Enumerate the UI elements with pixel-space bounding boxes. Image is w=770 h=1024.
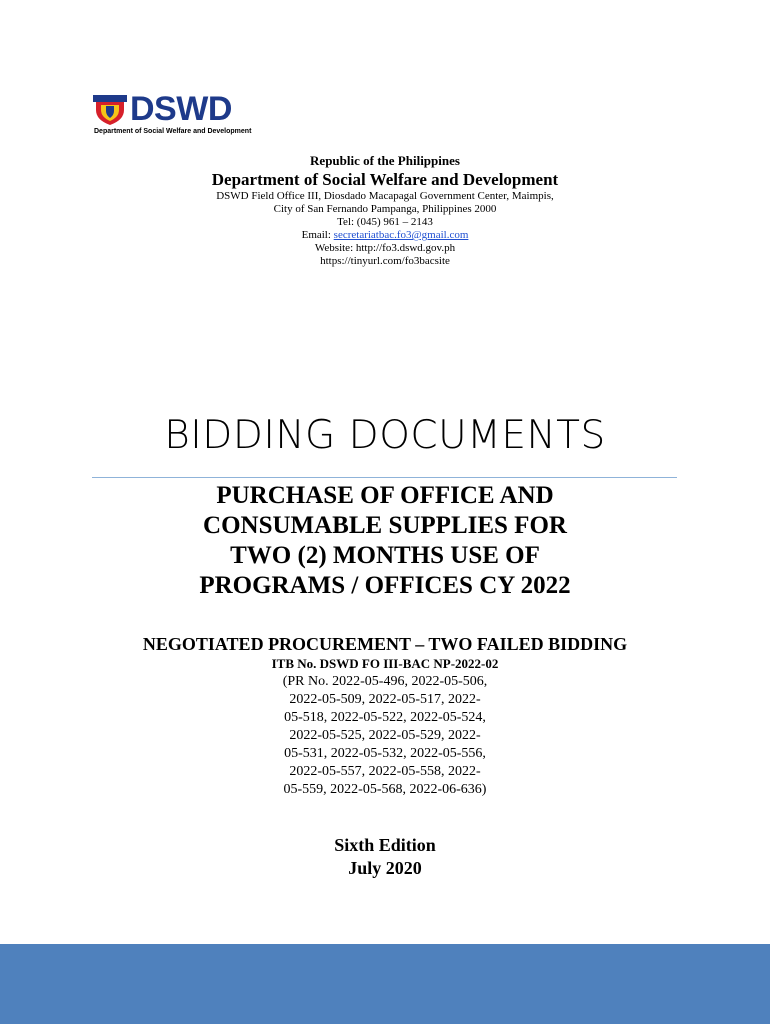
republic-label: Republic of the Philippines <box>310 153 460 168</box>
email-link[interactable]: secretariatbac.fo3@gmail.com <box>333 229 469 241</box>
procurement-subject <box>0 481 770 601</box>
title-divider <box>92 477 677 478</box>
edition-block <box>0 834 770 880</box>
letterhead <box>0 152 770 268</box>
subject-line-3: TWO (2) MONTHS USE OF <box>230 542 540 569</box>
dswd-logo <box>92 92 262 138</box>
document-title: BIDDING DOCUMENTS <box>164 413 606 458</box>
pr-line: 2022-05-509, 2022-05-517, 2022- <box>289 692 481 707</box>
subject-line-4: PROGRAMS / OFFICES CY 2022 <box>199 572 571 599</box>
pr-line: (PR No. 2022-05-496, 2022-05-506, <box>282 674 488 689</box>
pr-line: 05-531, 2022-05-532, 2022-05-556, <box>284 746 486 761</box>
subject-line-2: CONSUMABLE SUPPLIES FOR <box>203 512 567 539</box>
subject-line-1: PURCHASE OF OFFICE AND <box>216 482 554 509</box>
pr-line: 2022-05-557, 2022-05-558, 2022- <box>289 764 481 779</box>
telephone: Tel: (045) 961 – 2143 <box>337 216 433 228</box>
edition-label: Sixth Edition <box>334 835 436 855</box>
itb-number: ITB No. DSWD FO III-BAC NP-2022-02 <box>271 656 499 671</box>
pr-numbers <box>0 673 770 799</box>
tinyurl-line: https://tinyurl.com/fo3bacsite <box>320 255 450 267</box>
pr-line: 2022-05-525, 2022-05-529, 2022- <box>289 728 481 743</box>
footer-band <box>0 944 770 1024</box>
edition-date: July 2020 <box>348 858 422 878</box>
address-line-2: City of San Fernando Pampanga, Philippines 2000 <box>273 203 497 215</box>
procurement-mode: NEGOTIATED PROCUREMENT – TWO FAILED BIDDING <box>142 634 628 654</box>
logo-subtitle: Department of Social Welfare and Development <box>94 128 252 135</box>
dswd-emblem-icon <box>92 94 128 126</box>
department-name: Department of Social Welfare and Development <box>211 170 559 189</box>
address-line-1: DSWD Field Office III, Diosdado Macapagal Government Center, Maimpis, <box>216 190 554 202</box>
email-line <box>0 229 770 242</box>
website-line: Website: http://fo3.dswd.gov.ph <box>314 242 456 254</box>
logo-wordmark: DSWD <box>130 90 232 128</box>
email-label: Email: <box>301 229 334 241</box>
pr-line: 05-518, 2022-05-522, 2022-05-524, <box>284 710 486 725</box>
pr-line: 05-559, 2022-05-568, 2022-06-636) <box>283 782 487 797</box>
